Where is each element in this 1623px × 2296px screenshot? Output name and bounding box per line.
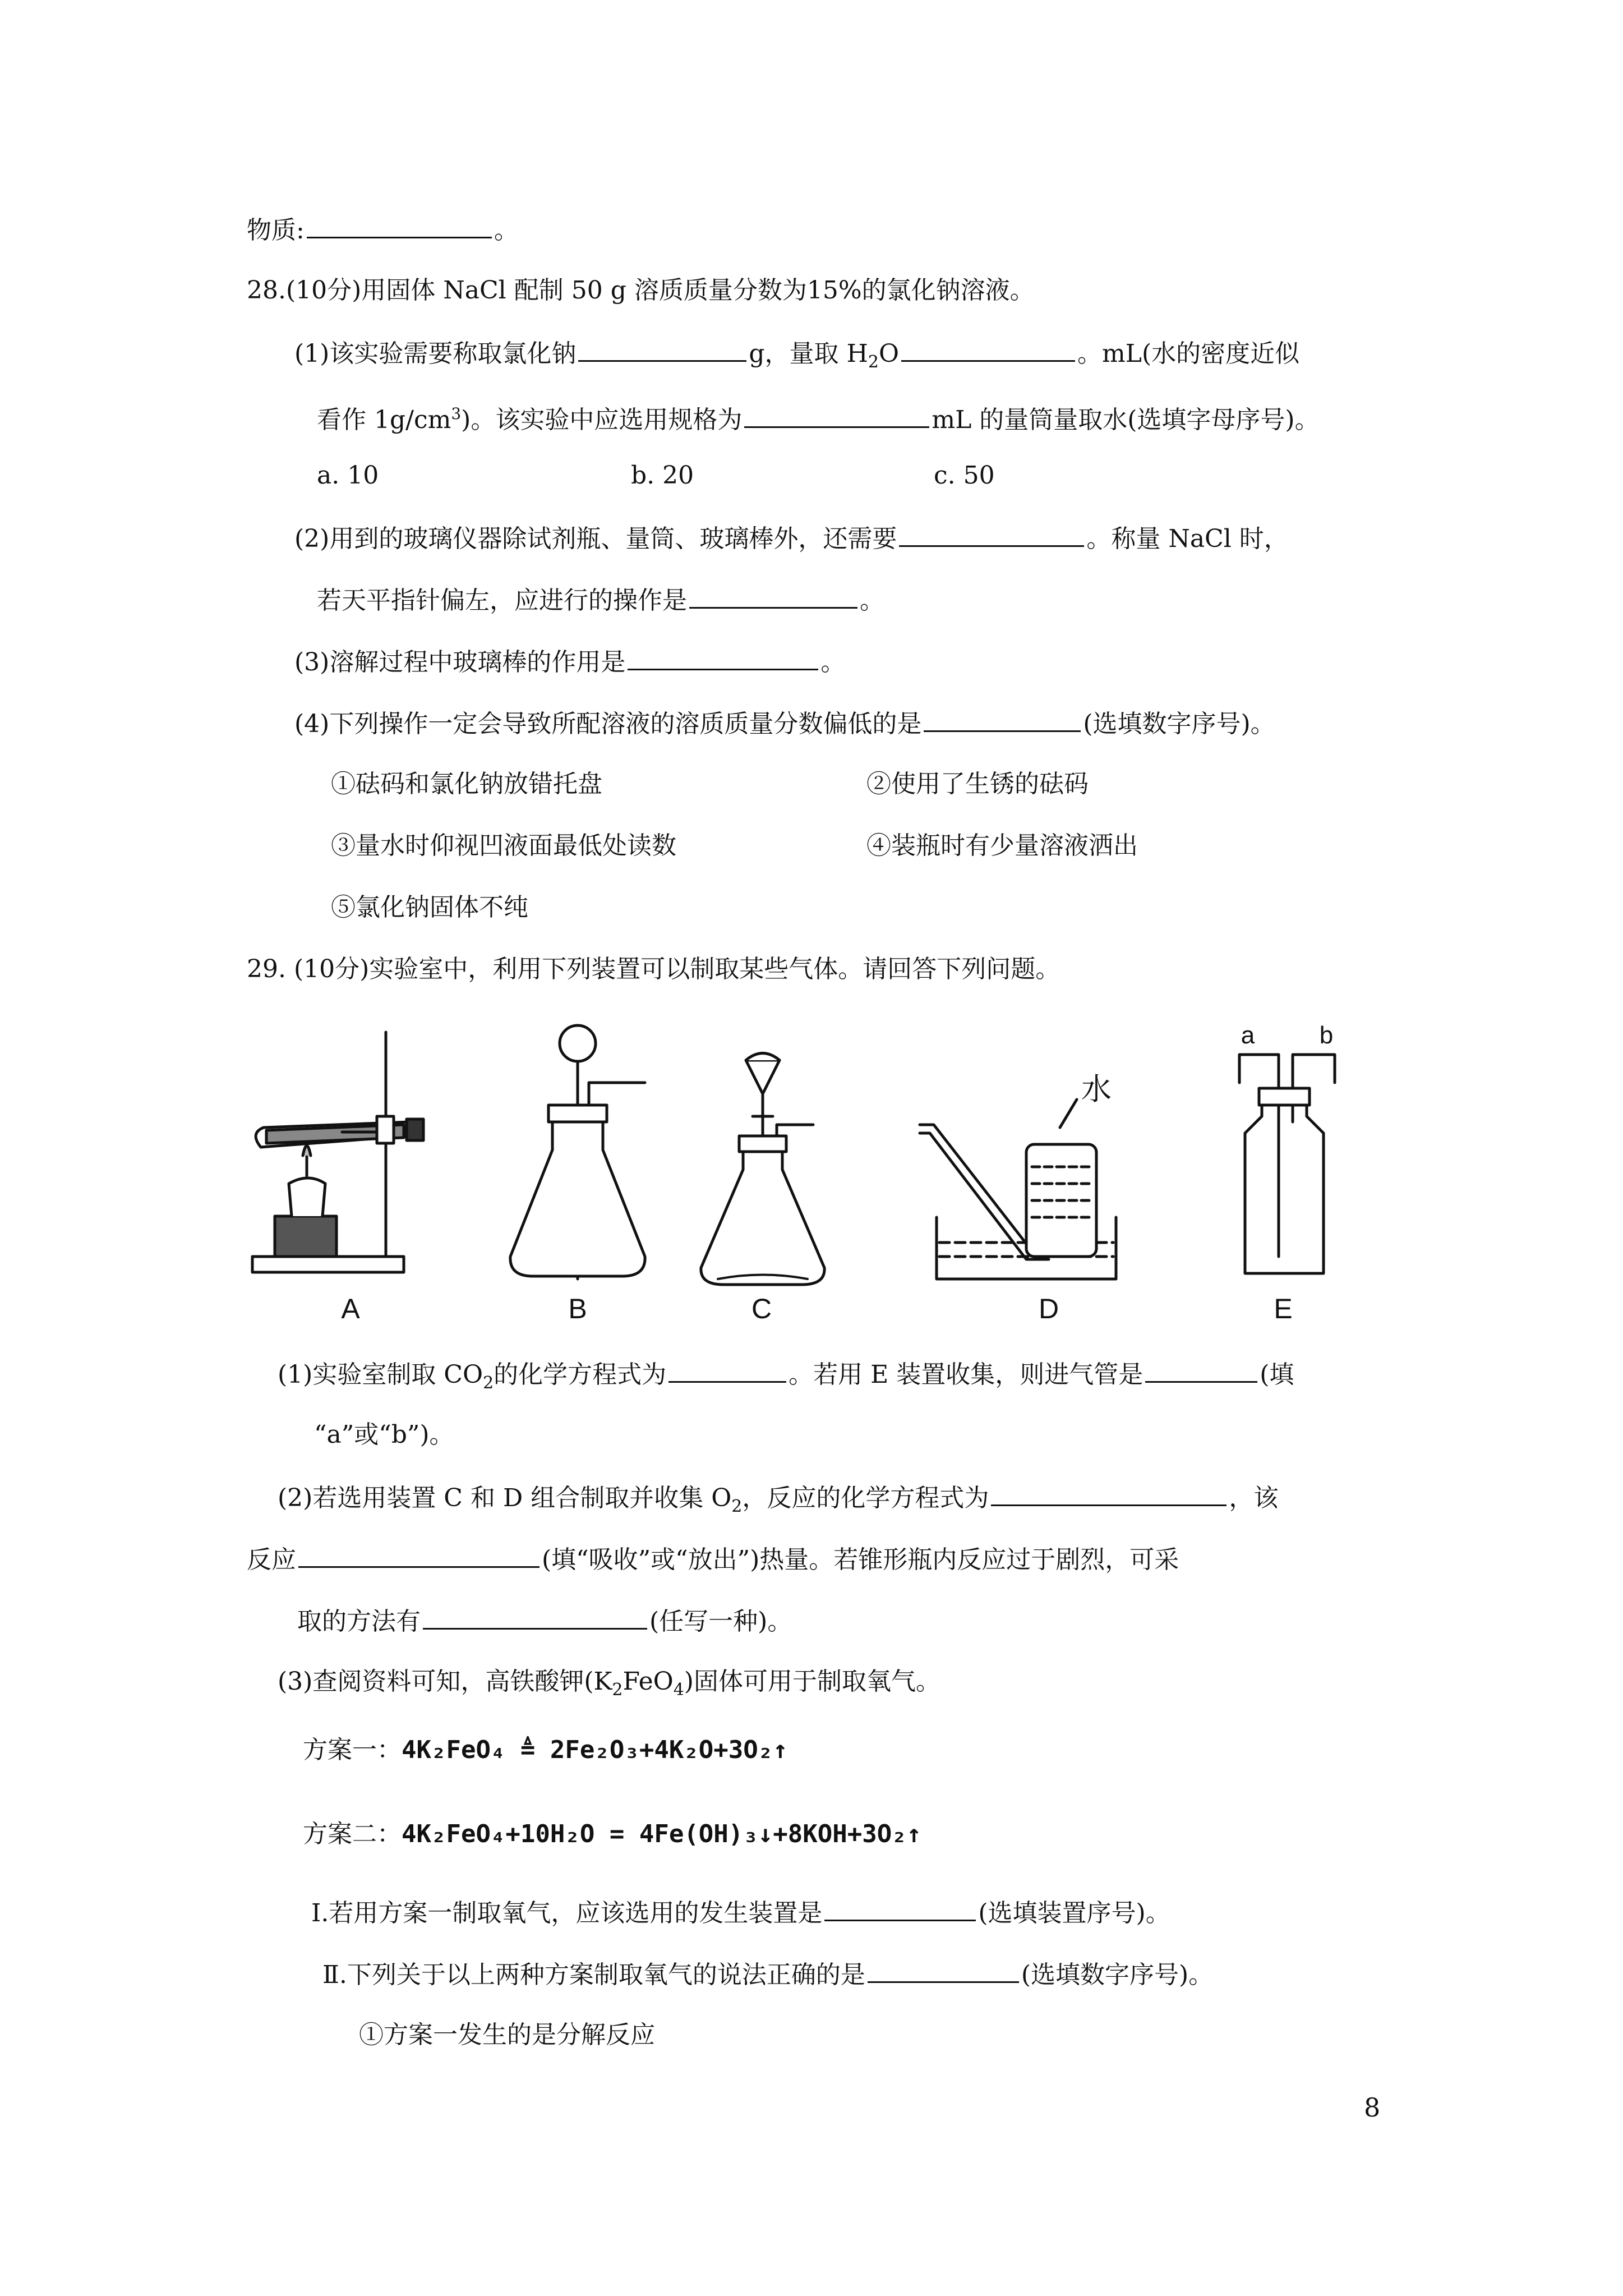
text: )固体可用于制取氧气。 [684, 1667, 940, 1696]
q29-sub-ii-choice-1: ①方案一发生的是分解反应 [359, 2021, 655, 2049]
text: 若天平指针偏左，应进行的操作是 [317, 586, 687, 615]
text: 的化学方程式为 [494, 1360, 667, 1389]
q28-option-a: a. 10 [317, 461, 379, 490]
text: (2)若选用装置 C 和 D 组合制取并收集 O [278, 1484, 732, 1512]
text: O [878, 339, 900, 368]
apparatus-e [1239, 1055, 1335, 1273]
label-D: D [1038, 1293, 1059, 1324]
answer-blank[interactable] [423, 1603, 647, 1630]
q29-sub-ii [322, 1957, 1213, 1992]
q28-option-b: b. 20 [631, 461, 694, 490]
text: (3)查阅资料可知，高铁酸钾(K [278, 1667, 612, 1696]
text: Ⅱ.下列关于以上两种方案制取氧气的说法正确的是 [322, 1961, 865, 1989]
text: )。该实验中应选用规格为 [461, 406, 743, 434]
label-B: B [568, 1293, 587, 1324]
text: (选填装置序号)。 [978, 1899, 1170, 1927]
answer-blank[interactable] [307, 212, 492, 238]
q29-part3-intro [278, 1665, 940, 1707]
q28-choice-3: ③量水时仰视凹液面最低处读数 [331, 831, 676, 860]
text: 。 [860, 586, 884, 615]
answer-blank[interactable] [689, 582, 857, 609]
text: 取的方法有 [297, 1607, 421, 1636]
answer-blank[interactable] [924, 706, 1081, 732]
subscript: 2 [868, 352, 879, 372]
q29-sub-i [311, 1895, 1170, 1930]
apparatus-d [920, 1099, 1116, 1279]
answer-blank[interactable] [991, 1480, 1227, 1506]
subscript: 4 [673, 1680, 684, 1700]
q28-choice-4: ④装瓶时有少量溶液洒出 [866, 831, 1138, 860]
superscript: 3 [451, 404, 462, 423]
text: 。 [820, 648, 846, 677]
q28-choice-2: ②使用了生锈的砝码 [866, 770, 1089, 798]
answer-blank[interactable] [298, 1542, 540, 1568]
text: FeO [623, 1667, 674, 1696]
text: (任写一种)。 [649, 1607, 792, 1636]
text: (3)溶解过程中玻璃棒的作用是 [294, 648, 626, 677]
plan-label: 方案二： [303, 1820, 402, 1848]
q29-part2-line3 [297, 1603, 792, 1639]
q28-part1-line1 [294, 335, 1299, 379]
label-b: b [1319, 1022, 1334, 1049]
q29-stem: 29. (10分)实验室中，利用下列装置可以制取某些气体。请回答下列问题。 [247, 955, 1061, 983]
text: ，反应的化学方程式为 [742, 1484, 989, 1512]
text: (填“吸收”或“放出”)热量。若锥形瓶内反应过于剧烈，可采 [542, 1545, 1179, 1574]
answer-blank[interactable] [1145, 1356, 1257, 1383]
text: ，该 [1229, 1484, 1279, 1512]
q28-option-c: c. 50 [934, 461, 995, 490]
text: 。称量 NaCl 时， [1086, 524, 1289, 553]
apparatus-a [252, 1032, 423, 1272]
q28-part1-line2 [317, 397, 1320, 437]
q28-choice-5: ⑤氯化钠固体不纯 [331, 893, 528, 922]
q28-part2-line1 [294, 521, 1289, 556]
plan-equation: 4K₂FeO₄ ≜ 2Fe₂O₃+4K₂O+3O₂↑ [402, 1736, 788, 1764]
page-number: 8 [1364, 2092, 1381, 2123]
text: 看作 1g/cm [317, 406, 451, 434]
q29-plan-2 [303, 1818, 921, 1851]
answer-blank[interactable] [868, 1957, 1019, 1983]
q29-part1-line1 [278, 1356, 1294, 1400]
label-water: 水 [1081, 1071, 1112, 1107]
text: mL 的量筒量取水(选填字母序号)。 [932, 406, 1320, 434]
plan-equation: 4K₂FeO₄+10H₂O = 4Fe(OH)₃↓+8KOH+3O₂↑ [402, 1820, 922, 1848]
subscript: 2 [612, 1680, 623, 1700]
q28-stem: 28.(10分)用固体 NaCl 配制 50 g 溶质质量分数为15%的氯化钠溶液。 [247, 276, 1035, 305]
apparatus-b [510, 1025, 645, 1279]
prev-question-tail [247, 212, 519, 247]
text: 反应 [247, 1545, 296, 1574]
answer-blank[interactable] [899, 521, 1084, 547]
text: (1)该实验需要称取氯化钠 [294, 339, 577, 368]
text: (填 [1260, 1360, 1294, 1389]
q28-part4 [294, 706, 1275, 741]
subscript: 2 [483, 1373, 494, 1393]
text: (4)下列操作一定会导致所配溶液的溶质质量分数偏低的是 [294, 710, 922, 738]
q29-part1-line2: “a”或“b”)。 [314, 1420, 454, 1449]
label-E: E [1274, 1293, 1293, 1324]
apparatus-c [701, 1053, 824, 1285]
label-C: C [751, 1293, 772, 1324]
text: (1)实验室制取 CO [278, 1360, 483, 1389]
subscript: 2 [731, 1497, 743, 1516]
q29-plan-1 [303, 1733, 788, 1767]
answer-blank[interactable] [901, 335, 1075, 362]
label-a: a [1241, 1022, 1255, 1049]
text: g，量取 H [749, 339, 868, 368]
prev-suffix: 。 [494, 216, 519, 245]
prev-label: 物质: [247, 216, 305, 245]
answer-blank[interactable] [744, 402, 929, 428]
q29-part2-line2 [247, 1542, 1179, 1577]
q28-part2-line2 [317, 582, 884, 618]
text: Ⅰ.若用方案一制取氧气，应该选用的发生装置是 [311, 1899, 823, 1927]
q29-part2-line1 [278, 1480, 1278, 1524]
text: (选填数字序号)。 [1021, 1961, 1214, 1989]
q28-part3 [294, 644, 845, 679]
plan-label: 方案一： [303, 1736, 402, 1764]
text: (2)用到的玻璃仪器除试剂瓶、量筒、玻璃棒外，还需要 [294, 524, 897, 553]
q28-choice-1: ①砝码和氯化钠放错托盘 [331, 770, 602, 798]
text: 。若用 E 装置收集，则进气管是 [789, 1360, 1144, 1389]
answer-blank[interactable] [578, 335, 746, 362]
answer-blank[interactable] [824, 1895, 976, 1921]
answer-blank[interactable] [668, 1356, 786, 1383]
answer-blank[interactable] [628, 644, 818, 670]
text: 。mL(水的密度近似 [1077, 339, 1300, 368]
text: (选填数字序号)。 [1083, 710, 1275, 738]
apparatus-figure [241, 1015, 1396, 1329]
label-A: A [341, 1293, 360, 1324]
